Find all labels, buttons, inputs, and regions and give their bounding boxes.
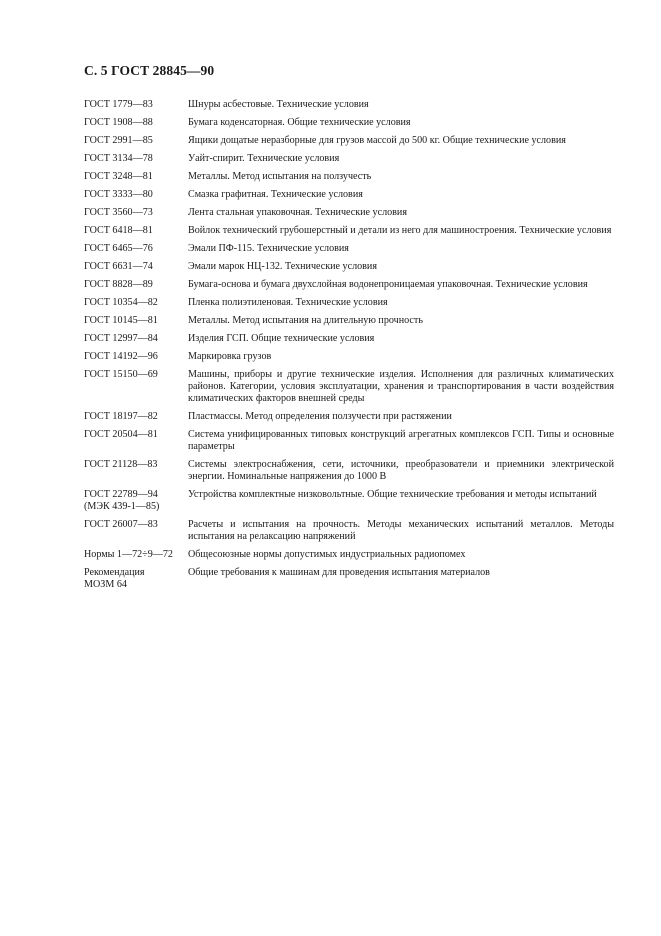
reference-code: [84, 411, 188, 429]
reference-title: Система унифицированных типовых конструкций агрегатных комплексов ГСП. Типы и основные параметры: [188, 429, 614, 452]
reference-title: Войлок технический грубошерстный и детали из него для машиностроения. Технические условия: [188, 225, 612, 236]
reference-code-line: ГОСТ 8828—89: [84, 279, 153, 290]
references-body: [84, 99, 614, 597]
reference-title: Бумага коденсаторная. Общие технические условия: [188, 117, 411, 128]
reference-title: Бумага-основа и бумага двухслойная водонепроницаемая упаковочная. Технические условия: [188, 279, 588, 290]
reference-code-line: ГОСТ 21128—83: [84, 459, 158, 470]
reference-code-line: ГОСТ 6418—81: [84, 225, 153, 236]
reference-code: [84, 135, 188, 153]
reference-code-line: ГОСТ 20504—81: [84, 429, 158, 440]
reference-title: Пленка полиэтиленовая. Технические условия: [188, 297, 388, 308]
reference-code-line: ГОСТ 10354—82: [84, 297, 158, 308]
reference-code-line: ГОСТ 14192—96: [84, 351, 158, 362]
reference-code: [84, 315, 188, 333]
reference-code-line: ГОСТ 1779—83: [84, 99, 153, 110]
reference-code: [84, 489, 188, 519]
reference-title: Ящики дощатые неразборные для грузов массой до 500 кг. Общие технические условия: [188, 135, 566, 146]
reference-code: [84, 261, 188, 279]
reference-code: [84, 459, 188, 489]
reference-code: [84, 189, 188, 207]
references-table: [84, 99, 614, 597]
reference-code-line: ГОСТ 26007—83: [84, 519, 158, 530]
reference-row: [84, 153, 614, 171]
reference-title: Маркировка грузов: [188, 351, 272, 362]
reference-row: [84, 333, 614, 351]
reference-code-line: ГОСТ 3248—81: [84, 171, 153, 182]
reference-code: [84, 369, 188, 411]
reference-code-line: МОЗМ 64: [84, 579, 127, 590]
reference-code-line: ГОСТ 3134—78: [84, 153, 153, 164]
reference-code: [84, 549, 188, 567]
reference-title: Металлы. Метод испытания на длительную прочность: [188, 315, 423, 326]
reference-title: Пластмассы. Метод определения ползучести при растяжении: [188, 411, 452, 422]
reference-code-line: Нормы 1—72÷9—72: [84, 549, 173, 560]
reference-row: [84, 411, 614, 429]
reference-code-line: ГОСТ 6631—74: [84, 261, 153, 272]
reference-code: [84, 519, 188, 549]
reference-row: [84, 351, 614, 369]
page-header: С. 5 ГОСТ 28845—90: [84, 63, 215, 78]
reference-code-line: ГОСТ 1908—88: [84, 117, 153, 128]
reference-title: Лента стальная упаковочная. Технические условия: [188, 207, 407, 218]
reference-code: [84, 429, 188, 459]
reference-code: [84, 207, 188, 225]
reference-code-line: ГОСТ 3333—80: [84, 189, 153, 200]
reference-title: Металлы. Метод испытания на ползучесть: [188, 171, 372, 182]
reference-title: Уайт-спирит. Технические условия: [188, 153, 340, 164]
reference-code-line: Рекомендация: [84, 567, 145, 578]
reference-row: [84, 189, 614, 207]
reference-code-line: ГОСТ 3560—73: [84, 207, 153, 218]
reference-row: [84, 369, 614, 411]
reference-code-line: ГОСТ 15150—69: [84, 369, 158, 380]
reference-code: [84, 243, 188, 261]
reference-code: [84, 297, 188, 315]
reference-title: Шнуры асбестовые. Технические условия: [188, 99, 369, 110]
reference-row: [84, 225, 614, 243]
reference-row: [84, 279, 614, 297]
reference-title: Изделия ГСП. Общие технические условия: [188, 333, 375, 344]
reference-title: Эмали ПФ-115. Технические условия: [188, 243, 349, 254]
reference-row: [84, 489, 614, 519]
reference-title: Эмали марок НЦ-132. Технические условия: [188, 261, 377, 272]
reference-code: [84, 351, 188, 369]
reference-title: Машины, приборы и другие технические изделия. Исполнения для различных климатических районов. Категории, условия эксплуатации, хранения и транспортирования в части воздействия климатических факторов внешней среды: [188, 369, 614, 404]
reference-code: [84, 117, 188, 135]
reference-row: [84, 549, 614, 567]
reference-code: [84, 171, 188, 189]
reference-row: [84, 315, 614, 333]
reference-title: Смазка графитная. Технические условия: [188, 189, 363, 200]
reference-code: [84, 567, 188, 597]
reference-code: [84, 333, 188, 351]
reference-code-line: ГОСТ 2991—85: [84, 135, 153, 146]
reference-row: [84, 567, 614, 597]
reference-row: [84, 207, 614, 225]
reference-row: [84, 171, 614, 189]
reference-code-line: ГОСТ 6465—76: [84, 243, 153, 254]
reference-row: [84, 243, 614, 261]
reference-row: [84, 519, 614, 549]
reference-title: Общие требования к машинам для проведения испытания материалов: [188, 567, 490, 578]
reference-code-line: ГОСТ 12997—84: [84, 333, 158, 344]
reference-row: [84, 99, 614, 117]
reference-title: Системы электроснабжения, сети, источники, преобразователи и приемники электрической энергии. Номинальные напряжения до 1000 В: [188, 459, 614, 482]
reference-code: [84, 225, 188, 243]
reference-code: [84, 279, 188, 297]
reference-title: Устройства комплектные низковольтные. Общие технические требования и методы испытаний: [188, 489, 597, 500]
reference-code-line: (МЭК 439-1—85): [84, 501, 160, 512]
reference-code-line: ГОСТ 10145—81: [84, 315, 158, 326]
reference-code-line: ГОСТ 18197—82: [84, 411, 158, 422]
reference-row: [84, 117, 614, 135]
reference-title: Общесоюзные нормы допустимых индустриальных радиопомех: [188, 549, 466, 560]
reference-title: Расчеты и испытания на прочность. Методы механических испытаний металлов. Методы испытания на релаксацию напряжений: [188, 519, 614, 542]
reference-row: [84, 459, 614, 489]
reference-row: [84, 429, 614, 459]
reference-code-line: ГОСТ 22789—94: [84, 489, 158, 500]
reference-row: [84, 297, 614, 315]
reference-code: [84, 153, 188, 171]
reference-row: [84, 261, 614, 279]
reference-row: [84, 135, 614, 153]
reference-code: [84, 99, 188, 117]
